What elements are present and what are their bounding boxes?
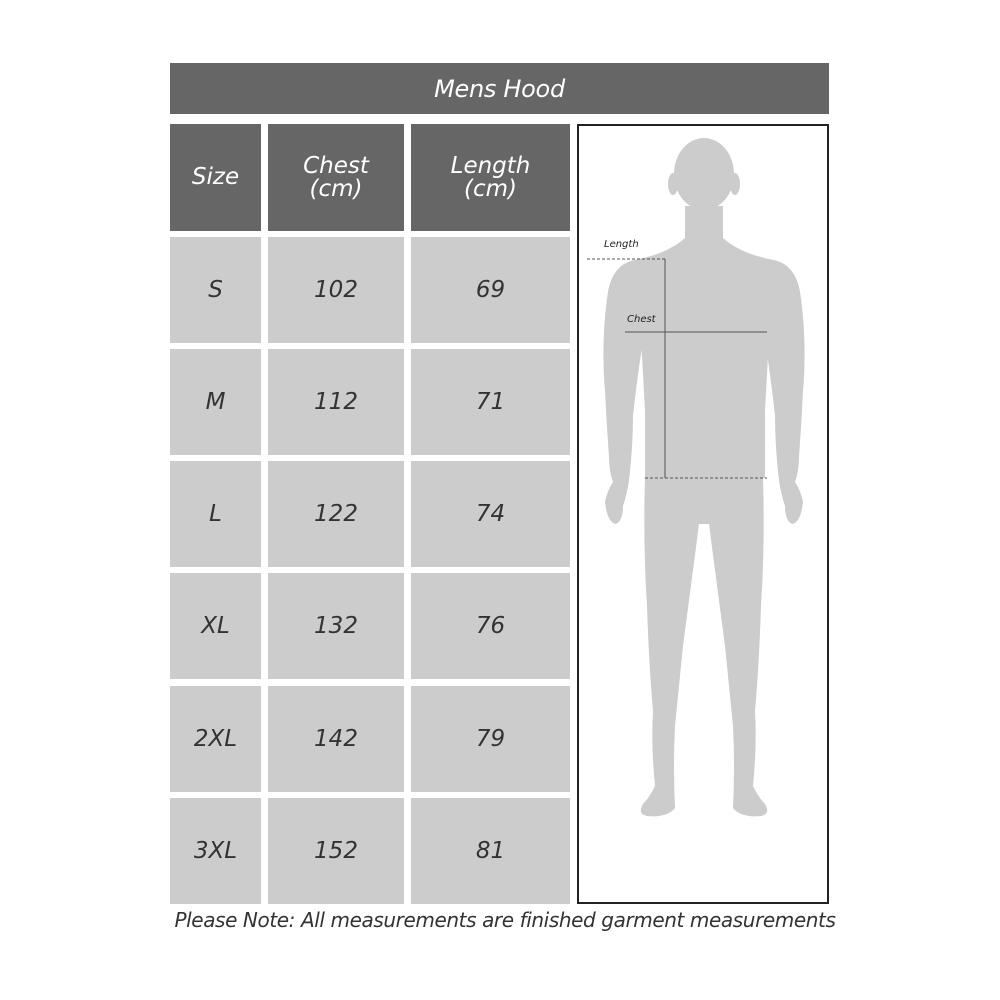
header-chest <box>268 124 404 231</box>
header-size <box>170 124 261 231</box>
table-cell-size: L <box>170 461 261 567</box>
chest-label: Chest <box>627 314 656 325</box>
chart-title: Mens Hood <box>170 63 829 114</box>
table-cell-length: 79 <box>411 686 570 792</box>
table-cell-chest: 142 <box>268 686 404 792</box>
table-cell-size: XL <box>170 573 261 679</box>
length-label: Length <box>604 239 639 250</box>
table-cell-length: 76 <box>411 573 570 679</box>
table-cell-chest: 132 <box>268 573 404 679</box>
header-length <box>411 124 570 231</box>
body-silhouette-icon <box>579 126 827 902</box>
body-figure-panel <box>577 124 829 904</box>
table-cell-chest: 102 <box>268 237 404 343</box>
table-cell-length: 74 <box>411 461 570 567</box>
header-chest-unit: (cm) <box>309 175 363 202</box>
table-cell-size: 3XL <box>170 798 261 904</box>
table-cell-size: 2XL <box>170 686 261 792</box>
table-cell-length: 81 <box>411 798 570 904</box>
table-cell-chest: 122 <box>268 461 404 567</box>
table-cell-length: 69 <box>411 237 570 343</box>
table-cell-size: S <box>170 237 261 343</box>
table-cell-chest: 152 <box>268 798 404 904</box>
header-length-label: Length <box>450 152 531 179</box>
header-chest-label: Chest <box>303 152 369 179</box>
header-length-unit: (cm) <box>464 175 517 202</box>
table-cell-length: 71 <box>411 349 570 455</box>
header-size-label: Size <box>191 164 240 190</box>
table-cell-chest: 112 <box>268 349 404 455</box>
footer-note: Please Note: All measurements are finished garment measurements <box>174 908 836 932</box>
table-cell-size: M <box>170 349 261 455</box>
